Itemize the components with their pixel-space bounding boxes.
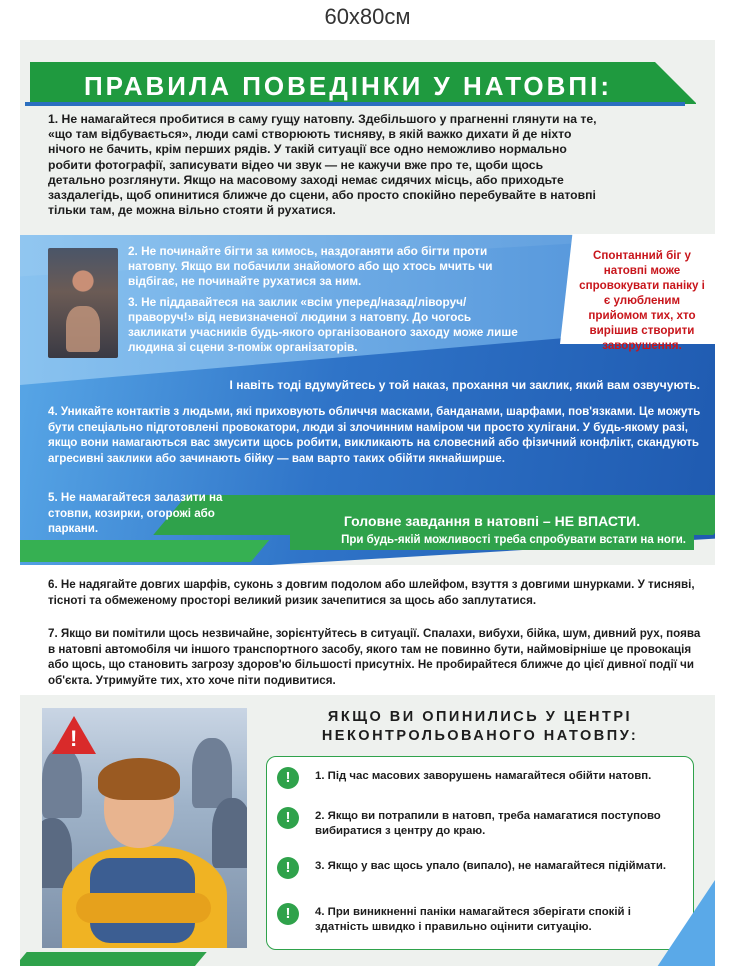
rule-7: 7. Якщо ви помітили щось незвичайне, зорієнтуйтесь в ситуації. Спалахи, вибухи, бійка, шум, дивний рух, поява в натовпі автомобіля чи іншого транспортного засобу, якого там не повинно бути, наймовірніше це провокація або щось, що становить загрозу здоров'ю більшості присутніх. Не пробирайтеся ближче до цієї дивної події чи об'єкта. Утримуйте тих, хто хоче піти подивитися. — [48, 627, 701, 687]
crowd-figure — [212, 798, 247, 868]
main-task-title: Головне завдання в натовпі – НЕ ВПАСТИ. — [290, 510, 694, 532]
poster-title: ПРАВИЛА ПОВЕДІНКИ У НАТОВПІ: — [83, 71, 613, 101]
rule-4: 4. Уникайте контактів з людьми, які приховують обличчя масками, банданами, шарфами, пов'язками. Це можуть бути спеціально підготовлені провокатори, люди зі злочинним наміром чи просто хулігани. У будь-якому разі, якщо вони намагаються вас змусити щось робити, викликають на словесний або фізичний конфлікт, скандують агресивні заклики або зачинають бійку — вам варто таких обійти якнайширше. — [48, 405, 701, 465]
warning-triangle-icon — [52, 716, 96, 754]
rule-1: 1. Не намагайтеся пробитися в саму гущу натовпу. Здебільшого у прагненні глянути на те, «що там відбувається», люди самі створюють тисняву, в якій важко дихати й де ніхто нічого не бачить, крім перших рядів. У такій ситуації все одно неможливо нормально робити фотографії, записувати відео чи звук — не кажучи вже про те, щоби щось детально розглянути. Якщо на масовому заході немає сидячих місць, або приходьте заздалегідь, щоб опинитися ближче до сцени, або просто спокійно перебувайте в натовпі тільки там, де можна вільно стояти й рухатися. — [48, 112, 597, 218]
rule-5: 5. Не намагайтеся залазити на стовпи, козирки, огорожі або паркани. — [48, 491, 223, 535]
warning-text: Спонтанний біг у натовпі може спровокувати паніку і є улюбленим прийомом тих, хто вирішив створити заворушення. — [579, 249, 705, 352]
main-task-banner — [290, 510, 694, 548]
warning-sign-glyph: ! — [70, 726, 78, 751]
tip-text: 2. Якщо ви потрапили в натовп, треба намагатися поступово вибиратися з центру до краю. — [315, 810, 661, 837]
green-diagonal-stripe-small — [20, 540, 269, 562]
crowd-title-line-2: НЕКОНТРОЛЬОВАНОГО НАТОВПУ: — [321, 728, 639, 744]
tip-text: 1. Під час масових заворушень намагайтеся обійти натовп. — [315, 770, 652, 782]
crowd-section-title — [260, 708, 700, 746]
boy-arms — [76, 893, 211, 923]
main-task-subtitle: При будь-якій можливості треба спробувати встати на ноги. — [290, 532, 694, 550]
scared-boy-illustration — [42, 708, 247, 948]
poster-size-label: 60x80см — [324, 4, 411, 29]
exclamation-icon: ! — [277, 767, 299, 789]
title-banner — [30, 62, 696, 104]
rule-3-note: І навіть тоді вдумуйтесь у той наказ, прохання чи заклик, який вам озвучують. — [229, 378, 700, 392]
title-accent-line — [25, 102, 685, 106]
rules-2-3 — [128, 244, 528, 361]
exclamation-icon: ! — [277, 857, 299, 879]
rule-3: 3. Не піддавайтеся на заклик «всім уперед/назад/ліворуч/праворуч!» від невизначеної людини з натовпу. До чогось закликати учасників будь-якого організованого заходу може лише людина зі сцени з-поміж організаторів. — [128, 295, 518, 354]
rule-6: 6. Не надягайте довгих шарфів, суконь з довгим подолом або шлейфом, взуття з довгими шнурками. У тисняві, тісноті та обмеженому просторі великий ризик зачепитися за щось або заплутатися. — [48, 578, 695, 607]
safety-poster — [20, 40, 715, 966]
rule-2: 2. Не починайте бігти за кимось, наздоганяти або бігти проти натовпу. Якщо ви побачили знайомого або що хтось мчить чи відбігає, не починайте рухатися за ним. — [128, 244, 493, 288]
green-corner-decoration — [20, 952, 207, 966]
crowd-title-line-1: ЯКЩО ВИ ОПИНИЛИСЬ У ЦЕНТРІ — [327, 709, 633, 725]
tip-text: 4. При виникненні паніки намагайтеся зберігати спокій і здатність швидко і правильно оцінити ситуацію. — [315, 906, 631, 933]
crowd-tips-list — [266, 756, 694, 950]
crowd-figure — [42, 748, 82, 818]
boy-hair — [98, 758, 180, 800]
exclamation-icon: ! — [277, 807, 299, 829]
crowd-photo — [48, 248, 118, 358]
tip-text: 3. Якщо у вас щось упало (випало), не намагайтеся підіймати. — [315, 860, 667, 872]
exclamation-icon: ! — [277, 903, 299, 925]
